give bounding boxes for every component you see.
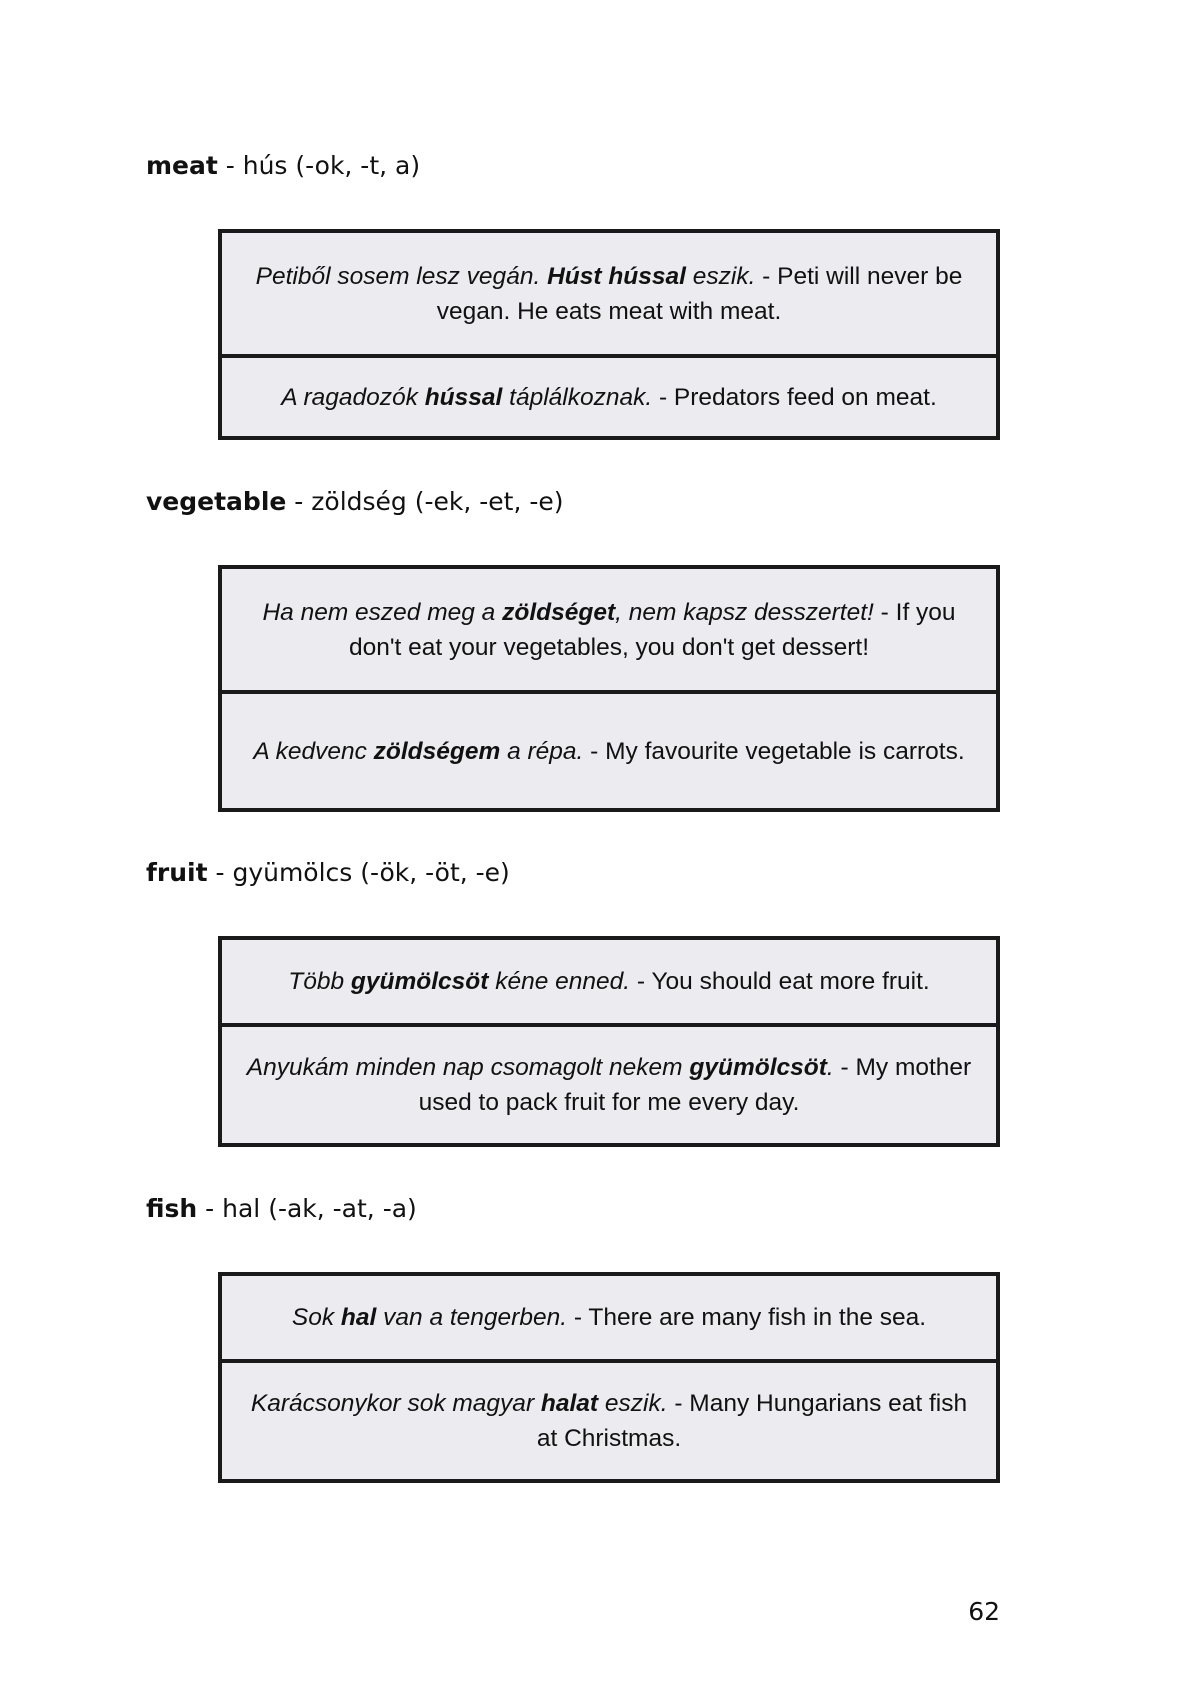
example-sentence: Ha nem eszed meg a zöldséget, nem kapsz desszertet! - If you don't eat your vegetables, you don't get dessert!	[262, 598, 956, 661]
example-sentence: Anyukám minden nap csomagolt nekem gyümölcsöt. - My mother used to pack fruit for me every day.	[222, 1023, 996, 1143]
vocab-word: fruit	[146, 858, 208, 887]
vocab-translation: - zöldség (-ek, -et, -e)	[286, 487, 564, 516]
english-translation: - Predators feed on meat.	[652, 383, 937, 411]
example-box-fruit	[218, 936, 1000, 1147]
vocab-word: meat	[146, 151, 218, 180]
english-translation: - Peti will never be vegan. He eats meat with meat.	[436, 262, 963, 325]
english-translation: - My mother used to pack fruit for me every day.	[418, 1054, 972, 1116]
highlighted-word: zöldséget	[502, 598, 616, 626]
entry-heading-vegetable	[146, 486, 564, 518]
example-sentence: A kedvenc zöldségem a répa. - My favourite vegetable is carrots.	[222, 690, 996, 808]
example-sentence: Sok hal van a tengerben. - There are many fish in the sea.	[291, 1304, 927, 1331]
example-box-meat	[218, 229, 1000, 440]
highlighted-word: hússal	[424, 383, 503, 411]
vocab-translation: - gyümölcs (-ök, -öt, -e)	[207, 858, 510, 887]
vocab-translation: - hal (-ak, -at, -a)	[197, 1194, 417, 1223]
vocab-word: fish	[146, 1194, 198, 1223]
english-translation: - If you don't eat your vegetables, you don't get dessert!	[348, 598, 956, 661]
example-sentence: A ragadozók hússal táplálkoznak. - Predators feed on meat.	[222, 354, 996, 436]
example-sentence: Petiből sosem lesz vegán. Húst hússal eszik. - Peti will never be vegan. He eats meat with meat.	[255, 262, 963, 325]
page-number: 62	[968, 1597, 1000, 1626]
example-sentence: Karácsonykor sok magyar halat eszik. - Many Hungarians eat fish at Christmas.	[222, 1359, 996, 1479]
entry-heading-meat	[146, 150, 420, 182]
entry-heading-fish	[146, 1193, 417, 1225]
entry-heading-fruit	[146, 857, 510, 889]
example-box-fish	[218, 1272, 1000, 1483]
vocab-translation: - hús (-ok, -t, a)	[217, 151, 421, 180]
vocab-word: vegetable	[146, 487, 287, 516]
english-translation: - Many Hungarians eat fish at Christmas.	[536, 1390, 968, 1452]
highlighted-word: hal	[340, 1304, 377, 1331]
highlighted-word: gyümölcsöt	[689, 1054, 827, 1081]
english-translation: - You should eat more fruit.	[630, 968, 930, 995]
english-translation: - There are many fish in the sea.	[567, 1304, 927, 1331]
highlighted-word: halat	[540, 1390, 599, 1417]
example-sentence: Több gyümölcsöt kéne enned. - You should eat more fruit.	[288, 968, 930, 995]
english-translation: - My favourite vegetable is carrots.	[583, 737, 965, 765]
example-box-vegetable	[218, 565, 1000, 812]
highlighted-word: Húst hússal	[547, 262, 686, 290]
highlighted-word: gyümölcsöt	[350, 968, 489, 995]
highlighted-word: zöldségem	[373, 737, 501, 765]
